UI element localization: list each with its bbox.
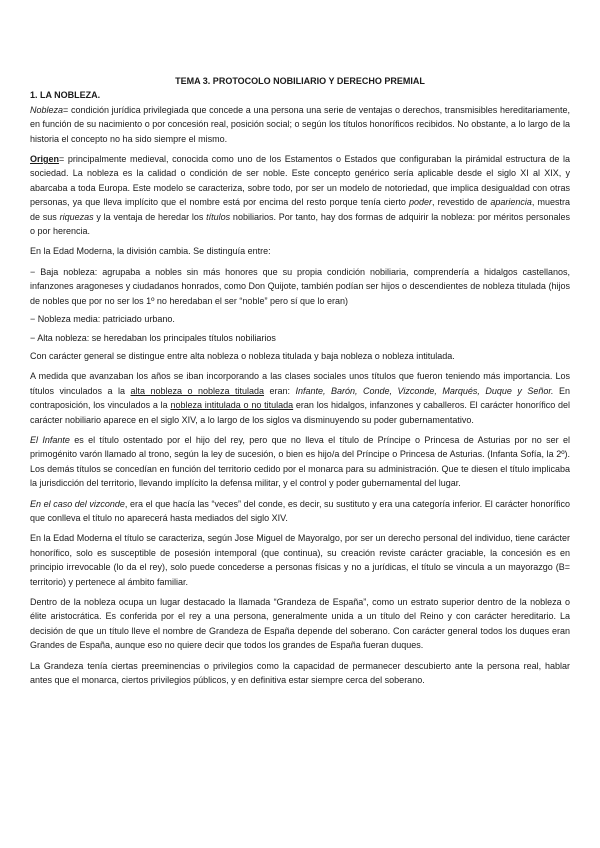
- paragraph-grandeza: Dentro de la nobleza ocupa un lugar destacado la llamada “Grandeza de España”, como un estrato superior dentro de la nobleza o élite aristocrática. Es conferida por el rey a una persona, generalmente unida a un título del Reino y con carácter hereditario. La decisión de que un título lleve el nombre de Grandeza de España depende del soberano. Con carácter general todos los duques eran Grandes de España, aunque eso no quiere decir que todos los grandes de España fueran duques.: [30, 597, 570, 651]
- list-item-alta-nobleza: − Alta nobleza: se heredaban los principales títulos nobiliarios: [30, 332, 276, 343]
- titles-list: Infante, Barón, Conde, Vizconde, Marqués, Duque y Señor.: [295, 385, 554, 396]
- titulos-text-a: A medida que avanzaban los años se iban incorporando a las clases sociales unos títulos que fueron teniendo más importancia. Los títulos vinculados a la: [30, 371, 570, 396]
- paragraph-infante: [30, 433, 570, 491]
- titulos-text-b: eran:: [264, 385, 296, 396]
- term-nobleza: Nobleza: [30, 104, 64, 115]
- term-titulos: títulos: [206, 211, 231, 222]
- term-riquezas: riquezas: [59, 211, 94, 222]
- titulos-text-d: eran los hidalgos, infanzones y caballeros. El carácter honorífico del carácter nobiliario aparece en el siglo XIV, a lo largo de los siglos va disminuyendo su poder gubernamentativo.: [30, 400, 571, 425]
- nobleza-definition-text: = condición jurídica privilegiada que concede a una persona una serie de ventajas o derechos, transmisibles hereditariamente, en función de su nacimiento o por concesión real, posición social; o según los títulos honoríficos recibidos. No obstante, a lo largo de la historia el concepto no ha sido siempre el mismo.: [30, 104, 570, 144]
- term-apariencia: apariencia: [490, 197, 532, 208]
- infante-text: es el título ostentado por el hijo del rey, pero que no lleva el título de Príncipe o Princesa de Asturias por no ser el primogénito varón llamado al trono, según la ley de sucesión, o bien es hijo/a del Príncipe o Princesa de Asturias. (Infanta Sofía, la 2º). Los demás títulos se concedían en función del territorio cedido por el monarca para su administración. Que te diesen el título implicaba la jurisdicción del territorio, llevando implícito la defensa militar, y el control y poder gubernamental del lugar.: [30, 434, 570, 489]
- term-alta-nobleza: alta nobleza o nobleza titulada: [130, 385, 265, 396]
- term-nobleza-intitulada: nobleza intitulada o no titulada: [170, 400, 294, 411]
- titulos-text-c: En contraposición, los vinculados a la: [30, 385, 571, 411]
- section-heading: 1. LA NOBLEZA.: [30, 90, 101, 101]
- paragraph-edad-moderna: En la Edad Moderna, la división cambia. Se distinguía entre:: [30, 246, 271, 257]
- document-title: TEMA 3. PROTOCOLO NOBILIARIO Y DERECHO PREMIAL: [175, 76, 425, 86]
- paragraph-nobleza-definition: [30, 103, 570, 146]
- paragraph-caracter-general: Con carácter general se distingue entre alta nobleza o nobleza titulada y baja nobleza o nobleza intitulada.: [30, 350, 455, 361]
- term-vizconde: En el caso del vizconde: [30, 498, 125, 509]
- paragraph-titulos: [30, 369, 570, 427]
- origen-text-e: nobiliarios. Por tanto, hay dos formas de adquirir la nobleza: por méritos personales o por herencia.: [30, 211, 570, 237]
- term-infante: El Infante: [30, 434, 70, 445]
- vizconde-text: , era el que hacía las “veces” del conde, es decir, su sustituto y era una categoría inferior. El carácter honorífico que conlleva el título no aparecerá hasta mediados del siglo XIV.: [30, 498, 570, 523]
- term-poder: poder: [408, 197, 432, 208]
- origen-text-a: = principalmente medieval, conocida como uno de los Estamentos o Estados que configuraban la pirámidal estructura de la sociedad. La nobleza es la calidad o condición de ser noble. Este concepto genérico sería aplicable desde el siglo XI al XIX, y abarcaba a toda Europa. Este modelo se caracteriza, sobre todo, por ser un modelo de notoriedad, que implica desigualdad con otras personas, ya que lleva implícito que el nombre está por encima del resto porque tenía cierto: [30, 154, 570, 208]
- document-page: [30, 74, 570, 693]
- origen-text-c: , muestra de sus: [30, 197, 570, 222]
- list-item-baja-nobleza: − Baja nobleza: agrupaba a nobles sin más honores que su propia condición nobiliaria, comprendería a hidalgos castellanos, infanzones aragoneses y ciudadanos honrados, como Don Quijote, también podían ser hijos o descendientes de nobleza titulada (hijos de nobles que por no ser los 1º no heredaban el ser “noble” pero sí que lo eran): [30, 266, 570, 306]
- list-item-nobleza-media: − Nobleza media: patriciado urbano.: [30, 314, 175, 325]
- paragraph-mayoralgo: En la Edad Moderna el título se caracteriza, según Jose Miguel de Mayoralgo, por ser un derecho personal del individuo, tiene carácter honorífico, solo es susceptible de posesión intemporal (que continua), su creación reviste carácter graciable, la concesión es en principio irrevocable (lo da el rey), solo puede concederse a personas físicas y no a jurídicas, el título se vincula a un mayorazgo (B= territorio) y pertenece al ámbito familiar.: [30, 533, 570, 587]
- paragraph-preeminencias: La Grandeza tenía ciertas preeminencias o privilegios como la capacidad de permanecer descubierto ante la persona real, hablar antes que el monarca, ciertos privilegios públicos, y en definitiva estar siempre cerca del soberano.: [30, 660, 570, 686]
- paragraph-origen: [30, 152, 570, 238]
- paragraph-vizconde: [30, 497, 570, 526]
- origen-text-d: y la ventaja de heredar los: [93, 211, 207, 222]
- origen-text-b: , revestido de: [431, 197, 491, 208]
- term-origen: Origen: [30, 154, 60, 165]
